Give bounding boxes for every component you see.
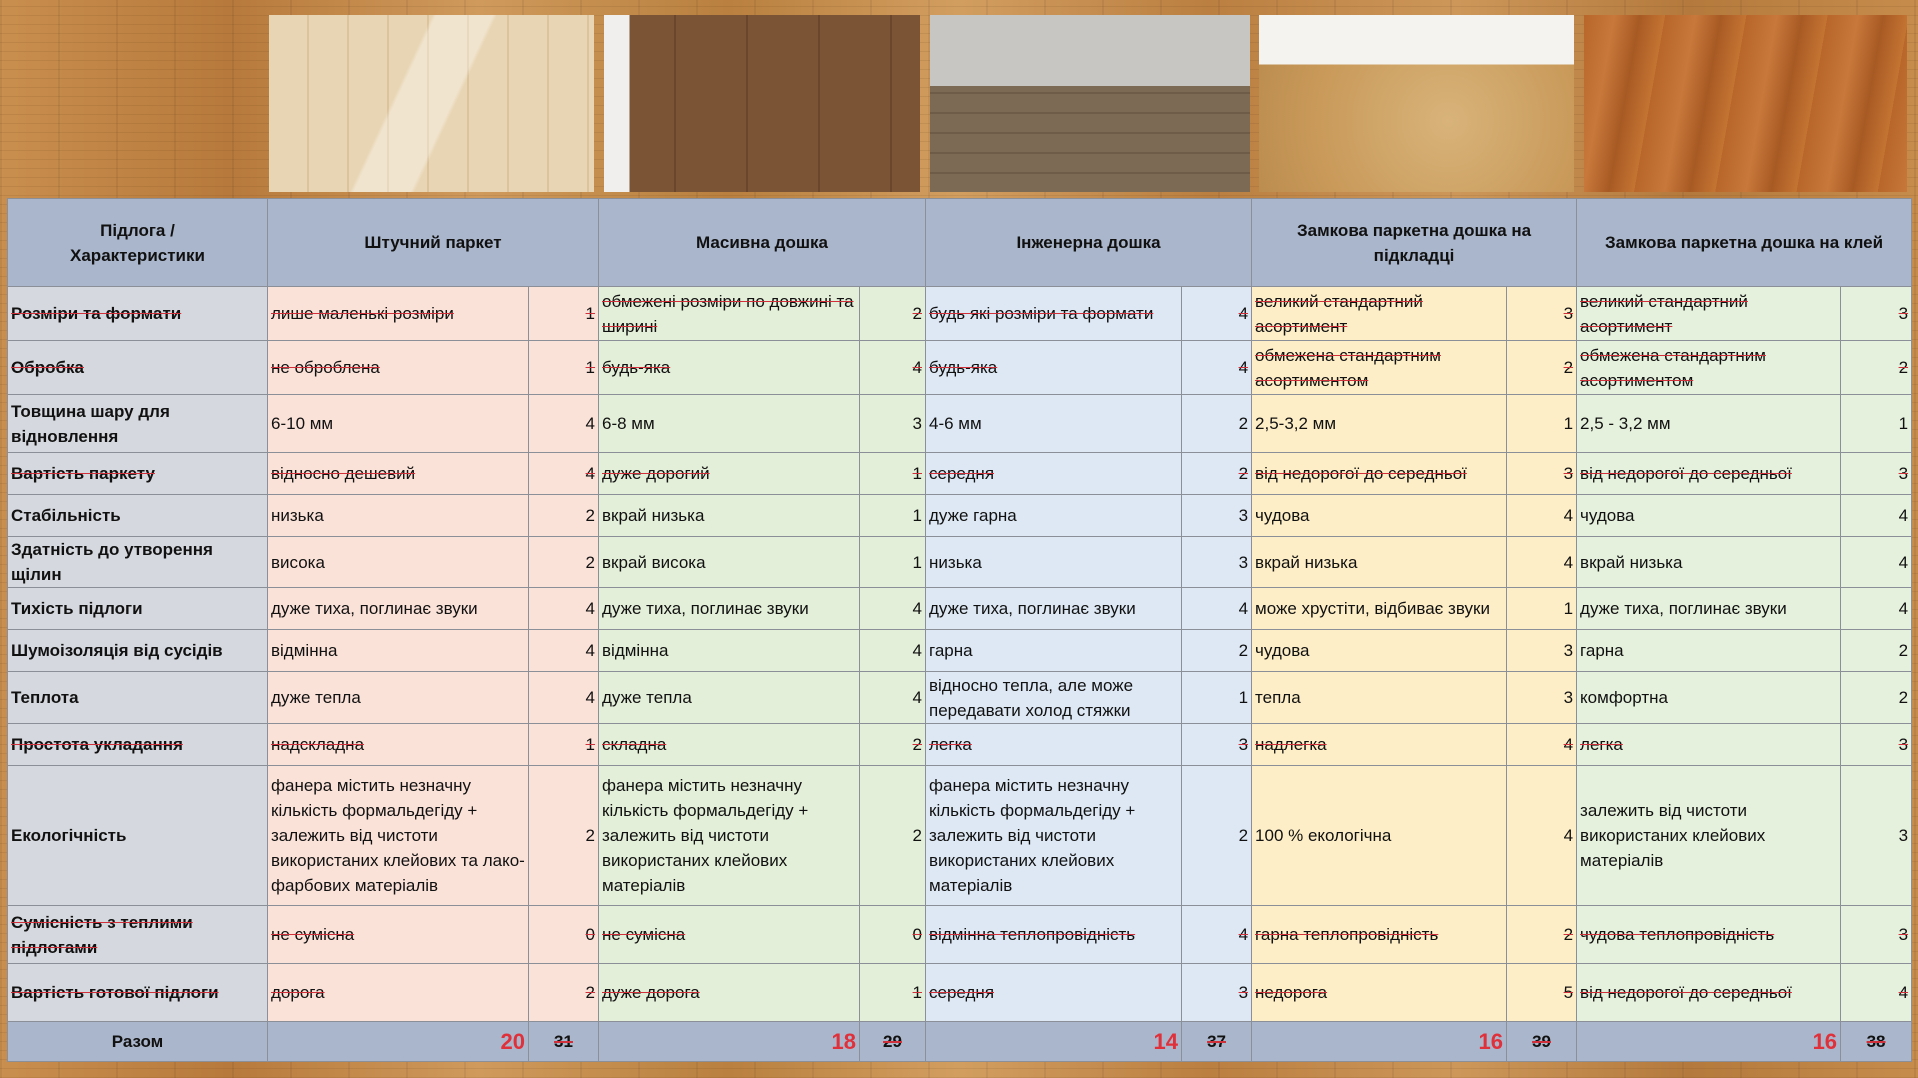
cell-score: 1 bbox=[529, 341, 599, 395]
table-row bbox=[8, 588, 1912, 630]
table-row bbox=[8, 453, 1912, 495]
cell-score: 0 bbox=[529, 906, 599, 964]
cell-description: відносно дешевий bbox=[268, 453, 529, 495]
cell-description: чудова bbox=[1252, 495, 1507, 537]
cell-score: 2 bbox=[1182, 453, 1252, 495]
cell-description: вкрай низька bbox=[1577, 537, 1841, 588]
cell-description: дуже тепла bbox=[268, 672, 529, 724]
cell-score: 5 bbox=[1507, 964, 1577, 1022]
cell-description: відносно тепла, але може передавати холод стяжки bbox=[926, 672, 1182, 724]
header-engineered-board: Інженерна дошка bbox=[926, 199, 1252, 287]
cell-score: 4 bbox=[529, 672, 599, 724]
cell-score: 4 bbox=[1841, 964, 1912, 1022]
cell-score: 3 bbox=[1507, 287, 1577, 341]
feature-label: Тихість підлоги bbox=[8, 588, 268, 630]
cell-score: 1 bbox=[860, 537, 926, 588]
photo-solid-board bbox=[604, 15, 920, 192]
cell-description: вкрай низька bbox=[599, 495, 860, 537]
cell-score: 3 bbox=[1182, 724, 1252, 766]
table-row bbox=[8, 287, 1912, 341]
cell-score: 2 bbox=[529, 537, 599, 588]
cell-description: дуже тиха, поглинає звуки bbox=[268, 588, 529, 630]
cell-score: 4 bbox=[1182, 341, 1252, 395]
cell-description: відмінна bbox=[268, 630, 529, 672]
cell-score: 2 bbox=[1182, 766, 1252, 906]
cell-description: вкрай висока bbox=[599, 537, 860, 588]
total-score: 16 bbox=[1577, 1022, 1841, 1062]
cell-score: 3 bbox=[1841, 287, 1912, 341]
cell-score: 3 bbox=[1507, 630, 1577, 672]
cell-score: 3 bbox=[1182, 495, 1252, 537]
header-feature: Підлога / Характеристики bbox=[8, 199, 268, 287]
photo-piece-parquet bbox=[269, 15, 594, 192]
table-row bbox=[8, 395, 1912, 453]
cell-score: 2 bbox=[1182, 630, 1252, 672]
cell-score: 4 bbox=[529, 588, 599, 630]
cell-description: великий стандартний асортимент bbox=[1252, 287, 1507, 341]
cell-description: дуже тиха, поглинає звуки bbox=[1577, 588, 1841, 630]
cell-score: 4 bbox=[1182, 906, 1252, 964]
cell-description: не сумісна bbox=[268, 906, 529, 964]
total-score: 14 bbox=[926, 1022, 1182, 1062]
cell-description: залежить від чистоти використаних клейових матеріалів bbox=[1577, 766, 1841, 906]
cell-score: 2 bbox=[529, 766, 599, 906]
cell-score: 2 bbox=[1841, 672, 1912, 724]
cell-score: 3 bbox=[1507, 672, 1577, 724]
feature-label: Шумоізоляція від сусідів bbox=[8, 630, 268, 672]
header-click-board-underlay: Замкова паркетна дошка на підкладці bbox=[1252, 199, 1577, 287]
cell-description: 6-10 мм bbox=[268, 395, 529, 453]
cell-description: лише маленькі розміри bbox=[268, 287, 529, 341]
cell-score: 3 bbox=[1841, 453, 1912, 495]
cell-score: 1 bbox=[860, 453, 926, 495]
total-old-score: 39 bbox=[1507, 1022, 1577, 1062]
cell-score: 4 bbox=[1507, 495, 1577, 537]
cell-score: 2 bbox=[860, 287, 926, 341]
total-row bbox=[8, 1022, 1912, 1062]
cell-description: великий стандартний асортимент bbox=[1577, 287, 1841, 341]
table-row bbox=[8, 537, 1912, 588]
cell-score: 4 bbox=[529, 395, 599, 453]
cell-description: обмежені розміри по довжині та ширині bbox=[599, 287, 860, 341]
cell-score: 1 bbox=[1841, 395, 1912, 453]
cell-description: обмежена стандартним асортиментом bbox=[1577, 341, 1841, 395]
cell-description: 6-8 мм bbox=[599, 395, 860, 453]
total-score: 16 bbox=[1252, 1022, 1507, 1062]
cell-score: 4 bbox=[529, 453, 599, 495]
cell-score: 3 bbox=[1182, 537, 1252, 588]
photo-engineered-board bbox=[930, 15, 1250, 192]
cell-score: 2 bbox=[529, 495, 599, 537]
cell-description: 100 % екологічна bbox=[1252, 766, 1507, 906]
total-score: 18 bbox=[599, 1022, 860, 1062]
cell-description: фанера містить незначну кількість формальдегіду + залежить від чистоти використаних клейових та лако-фарбових матеріалів bbox=[268, 766, 529, 906]
cell-score: 3 bbox=[1507, 453, 1577, 495]
cell-description: комфортна bbox=[1577, 672, 1841, 724]
feature-label: Теплота bbox=[8, 672, 268, 724]
total-old-score: 31 bbox=[529, 1022, 599, 1062]
cell-score: 4 bbox=[1841, 495, 1912, 537]
cell-score: 4 bbox=[1841, 588, 1912, 630]
cell-description: недорога bbox=[1252, 964, 1507, 1022]
cell-description: не оброблена bbox=[268, 341, 529, 395]
cell-score: 4 bbox=[1507, 537, 1577, 588]
feature-label: Вартість готової підлоги bbox=[8, 964, 268, 1022]
cell-description: вкрай низька bbox=[1252, 537, 1507, 588]
cell-description: відмінна теплопровідність bbox=[926, 906, 1182, 964]
table-row bbox=[8, 906, 1912, 964]
feature-label: Здатність до утворення щілин bbox=[8, 537, 268, 588]
cell-score: 1 bbox=[1182, 672, 1252, 724]
cell-score: 3 bbox=[1841, 766, 1912, 906]
cell-description: легка bbox=[926, 724, 1182, 766]
table-row bbox=[8, 341, 1912, 395]
cell-description: тепла bbox=[1252, 672, 1507, 724]
cell-description: дуже дорогий bbox=[599, 453, 860, 495]
cell-description: фанера містить незначну кількість формальдегіду + залежить від чистоти використаних клейових матеріалів bbox=[926, 766, 1182, 906]
feature-label: Сумісність з теплими підлогами bbox=[8, 906, 268, 964]
cell-description: гарна теплопровідність bbox=[1252, 906, 1507, 964]
cell-description: низька bbox=[926, 537, 1182, 588]
cell-score: 1 bbox=[1507, 588, 1577, 630]
cell-description: складна bbox=[599, 724, 860, 766]
feature-label: Простота укладання bbox=[8, 724, 268, 766]
table-row bbox=[8, 495, 1912, 537]
cell-description: низька bbox=[268, 495, 529, 537]
photo-click-board-underlay bbox=[1259, 15, 1574, 192]
cell-description: будь-яка bbox=[926, 341, 1182, 395]
header-click-board-glue: Замкова паркетна дошка на клей bbox=[1577, 199, 1912, 287]
total-old-score: 29 bbox=[860, 1022, 926, 1062]
cell-score: 1 bbox=[529, 724, 599, 766]
cell-score: 4 bbox=[860, 672, 926, 724]
cell-description: надлегка bbox=[1252, 724, 1507, 766]
header-solid-board: Масивна дошка bbox=[599, 199, 926, 287]
table-row bbox=[8, 964, 1912, 1022]
cell-score: 4 bbox=[529, 630, 599, 672]
cell-score: 1 bbox=[860, 964, 926, 1022]
cell-description: дуже дорога bbox=[599, 964, 860, 1022]
cell-description: гарна bbox=[926, 630, 1182, 672]
cell-score: 4 bbox=[860, 588, 926, 630]
feature-label: Обробка bbox=[8, 341, 268, 395]
cell-score: 4 bbox=[1841, 537, 1912, 588]
cell-score: 4 bbox=[860, 630, 926, 672]
cell-description: гарна bbox=[1577, 630, 1841, 672]
cell-description: не сумісна bbox=[599, 906, 860, 964]
cell-description: від недорогої до середньої bbox=[1577, 964, 1841, 1022]
cell-score: 4 bbox=[1182, 287, 1252, 341]
cell-score: 1 bbox=[860, 495, 926, 537]
cell-description: дуже тиха, поглинає звуки bbox=[926, 588, 1182, 630]
feature-label: Екологічність bbox=[8, 766, 268, 906]
feature-label: Товщина шару для відновлення bbox=[8, 395, 268, 453]
cell-score: 2 bbox=[1507, 341, 1577, 395]
photo-click-board-glue bbox=[1584, 15, 1907, 192]
table-row bbox=[8, 766, 1912, 906]
cell-description: 2,5-3,2 мм bbox=[1252, 395, 1507, 453]
cell-score: 2 bbox=[860, 724, 926, 766]
cell-description: дуже гарна bbox=[926, 495, 1182, 537]
header-piece-parquet: Штучний паркет bbox=[268, 199, 599, 287]
cell-score: 1 bbox=[1507, 395, 1577, 453]
table-row bbox=[8, 630, 1912, 672]
total-old-score: 38 bbox=[1841, 1022, 1912, 1062]
cell-score: 2 bbox=[529, 964, 599, 1022]
cell-description: висока bbox=[268, 537, 529, 588]
cell-score: 3 bbox=[1841, 906, 1912, 964]
cell-description: будь-яка bbox=[599, 341, 860, 395]
cell-score: 2 bbox=[1182, 395, 1252, 453]
cell-description: чудова теплопровідність bbox=[1577, 906, 1841, 964]
cell-description: 4-6 мм bbox=[926, 395, 1182, 453]
comparison-table bbox=[7, 198, 1912, 1062]
cell-description: середня bbox=[926, 964, 1182, 1022]
cell-score: 4 bbox=[1507, 724, 1577, 766]
cell-score: 3 bbox=[860, 395, 926, 453]
cell-description: чудова bbox=[1577, 495, 1841, 537]
cell-description: середня bbox=[926, 453, 1182, 495]
table-row bbox=[8, 724, 1912, 766]
cell-description: будь які розміри та формати bbox=[926, 287, 1182, 341]
total-old-score: 37 bbox=[1182, 1022, 1252, 1062]
total-score: 20 bbox=[268, 1022, 529, 1062]
cell-description: дорога bbox=[268, 964, 529, 1022]
cell-score: 3 bbox=[1182, 964, 1252, 1022]
cell-description: надскладна bbox=[268, 724, 529, 766]
cell-description: чудова bbox=[1252, 630, 1507, 672]
cell-description: від недорогої до середньої bbox=[1252, 453, 1507, 495]
cell-description: може хрустіти, відбиває звуки bbox=[1252, 588, 1507, 630]
header-row bbox=[8, 199, 1912, 287]
table-row bbox=[8, 672, 1912, 724]
cell-description: фанера містить незначну кількість формальдегіду + залежить від чистоти використаних клейових матеріалів bbox=[599, 766, 860, 906]
cell-description: обмежена стандартним асортиментом bbox=[1252, 341, 1507, 395]
cell-description: дуже тиха, поглинає звуки bbox=[599, 588, 860, 630]
cell-description: дуже тепла bbox=[599, 672, 860, 724]
cell-score: 2 bbox=[1841, 630, 1912, 672]
cell-description: 2,5 - 3,2 мм bbox=[1577, 395, 1841, 453]
cell-score: 3 bbox=[1841, 724, 1912, 766]
total-label: Разом bbox=[8, 1022, 268, 1062]
cell-description: легка bbox=[1577, 724, 1841, 766]
cell-description: від недорогої до середньої bbox=[1577, 453, 1841, 495]
cell-score: 2 bbox=[1507, 906, 1577, 964]
cell-score: 1 bbox=[529, 287, 599, 341]
cell-score: 2 bbox=[1841, 341, 1912, 395]
cell-score: 4 bbox=[1507, 766, 1577, 906]
cell-score: 0 bbox=[860, 906, 926, 964]
cell-score: 4 bbox=[860, 341, 926, 395]
cell-description: відмінна bbox=[599, 630, 860, 672]
feature-label: Розміри та формати bbox=[8, 287, 268, 341]
cell-score: 2 bbox=[860, 766, 926, 906]
feature-label: Вартість паркету bbox=[8, 453, 268, 495]
feature-label: Стабільність bbox=[8, 495, 268, 537]
cell-score: 4 bbox=[1182, 588, 1252, 630]
